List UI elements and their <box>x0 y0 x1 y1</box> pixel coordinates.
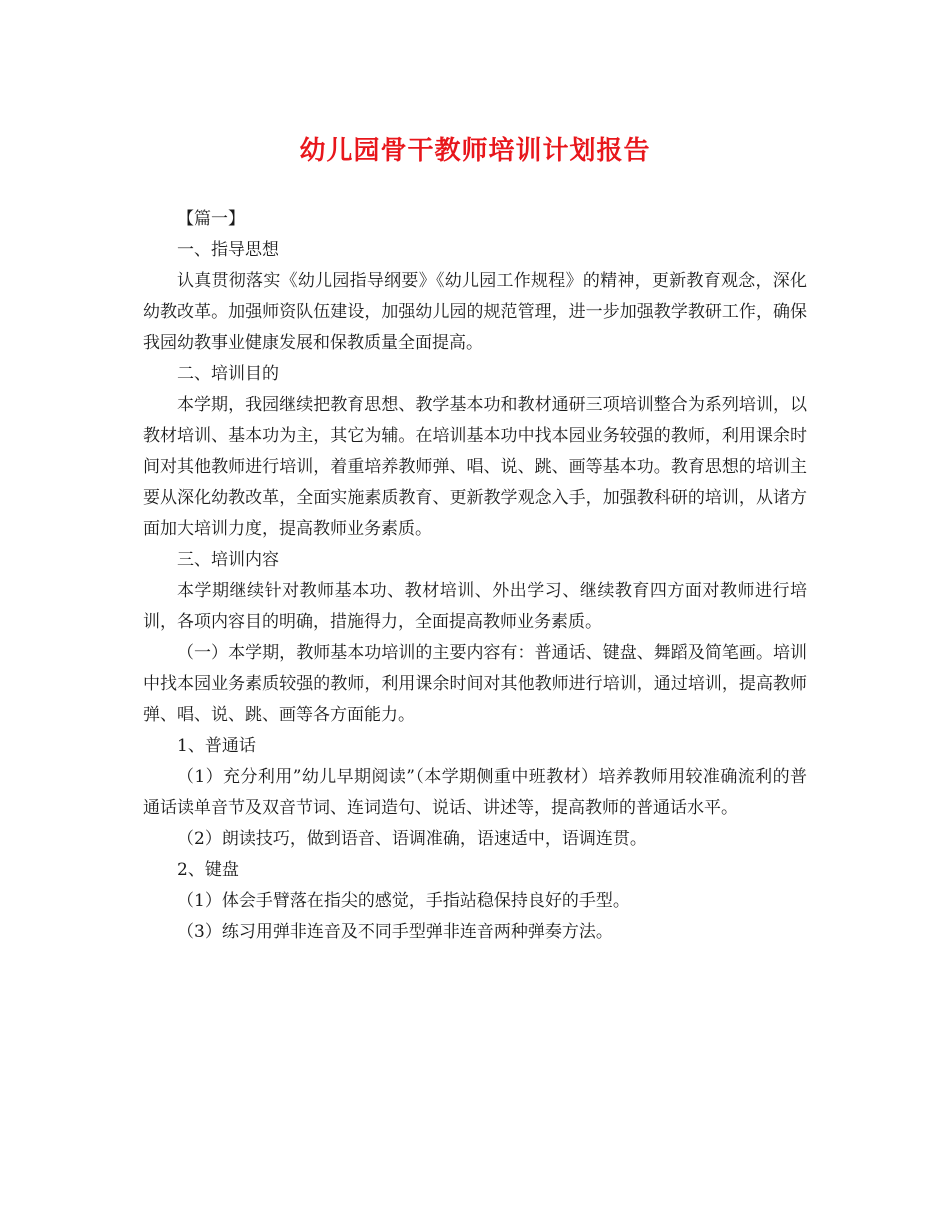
paragraph-keyboard-1: （1）体会手臂落在指尖的感觉，手指站稳保持良好的手型。 <box>177 891 630 911</box>
heading-guiding-ideology: 一、指导思想 <box>177 240 279 260</box>
paragraph-mandarin-2: （2）朗读技巧，做到语音、语调准确，语速适中，语调连贯。 <box>177 829 647 849</box>
document-body <box>143 204 807 948</box>
section-marker: 【篇一】 <box>177 209 245 229</box>
heading-training-content: 三、培训内容 <box>177 550 279 570</box>
heading-training-purpose: 二、培训目的 <box>177 364 279 384</box>
paragraph-training-purpose: 本学期，我园继续把教育思想、教学基本功和教材通研三项培训整合为系列培训，以教材培训、基本功为主，其它为辅。在培训基本功中找本园业务较强的教师，利用课余时间对其他教师进行培训，着重培养教师弹、唱、说、跳、画等基本功。教育思想的培训主要从深化幼教改革，全面实施素质教育、更新教学观念入手，加强教科研的培训，从诸方面加大培训力度，提高教师业务素质。 <box>143 395 807 539</box>
paragraph-keyboard-3: （3）练习用弹非连音及不同手型弹非连音两种弹奏方法。 <box>177 922 613 942</box>
paragraph-basic-skills: （一）本学期，教师基本功培训的主要内容有：普通话、键盘、舞蹈及简笔画。培训中找本园业务素质较强的教师，利用课余时间对其他教师进行培训，通过培训，提高教师弹、唱、说、跳、画等各方面能力。 <box>143 643 807 725</box>
document-title: 幼儿园骨干教师培训计划报告 <box>299 136 651 166</box>
paragraph-guiding-ideology: 认真贯彻落实《幼儿园指导纲要》《幼儿园工作规程》的精神，更新教育观念，深化幼教改革。加强师资队伍建设，加强幼儿园的规范管理，进一步加强教学教研工作，确保我园幼教事业健康发展和保教质量全面提高。 <box>143 271 807 353</box>
heading-keyboard: 2、键盘 <box>177 860 239 880</box>
heading-mandarin: 1、普通话 <box>177 736 256 756</box>
paragraph-mandarin-1: （1）充分利用”幼儿早期阅读”（本学期侧重中班教材）培养教师用较准确流利的普通话读单音节及双音节词、连词造句、说话、讲述等，提高教师的普通话水平。 <box>143 767 807 818</box>
paragraph-training-content: 本学期继续针对教师基本功、教材培训、外出学习、继续教育四方面对教师进行培训，各项内容目的明确，措施得力，全面提高教师业务素质。 <box>143 581 807 632</box>
